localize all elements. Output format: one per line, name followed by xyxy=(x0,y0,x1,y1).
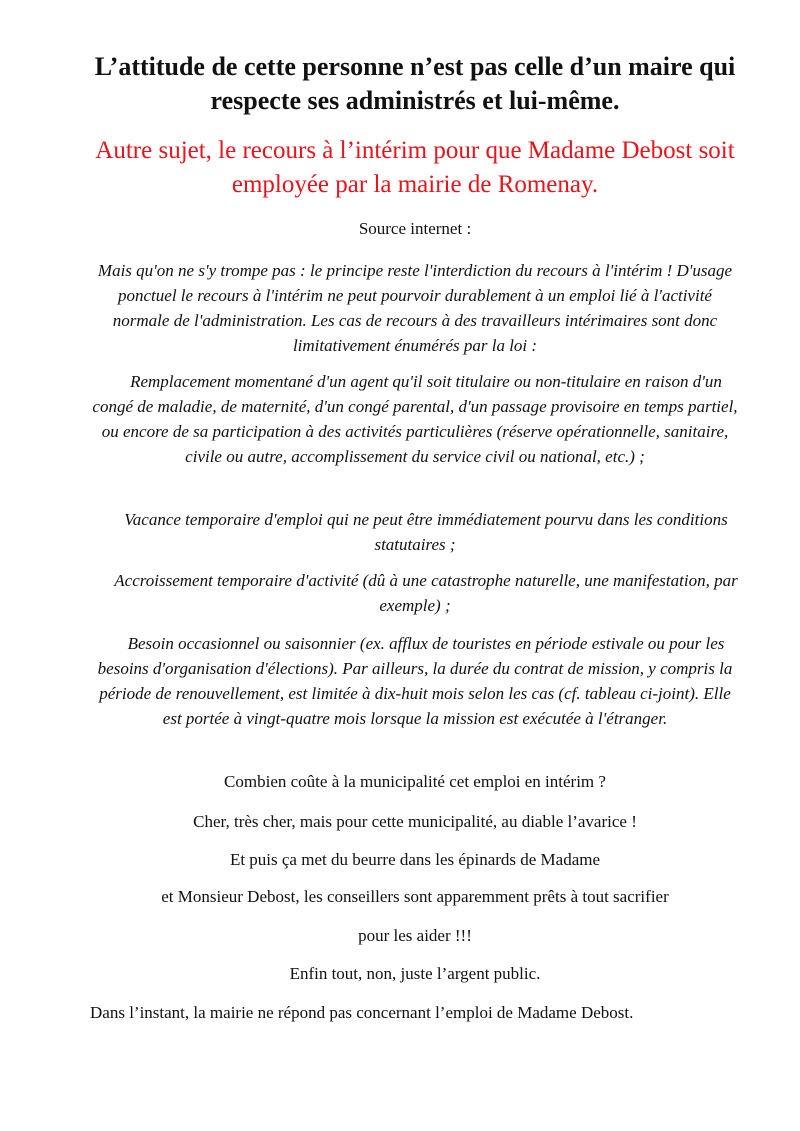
quote-case-vacancy: Vacance temporaire d'emploi qui ne peut être immédiatement pourvu dans les conditions statutaires ; xyxy=(124,510,728,554)
document-subtitle: Autre sujet, le recours à l’intérim pour que Madame Debost soit employée par la mairie de Romenay. xyxy=(95,137,735,198)
body-line: Combien coûte à la municipalité cet emploi en intérim ? xyxy=(224,772,606,791)
source-label: Source internet : xyxy=(358,219,472,238)
quote-case-replacement: Remplacement momentané d'un agent qu'il soit titulaire ou non-titulaire en raison d'un congé de maladie, de maternité, d'un congé parental, d'un passage provisoire en temps partiel, ou encore de sa participation à des activités particulières (réserve opérationnelle, sanitaire, civile ou autre, accomplissement du service civil ou national, etc.) ; xyxy=(92,372,738,466)
quote-intro-paragraph: Mais qu'on ne s'y trompe pas : le principe reste l'interdiction du recours à l'intérim ! D'usage ponctuel le recours à l'intérim ne peut pourvoir durablement à un emploi lié à l'activité normale de l'administration. Les cas de recours à des travailleurs intérimaires sont donc limitativement énumérés par la loi : xyxy=(97,261,733,355)
body-line: Cher, très cher, mais pour cette municipalité, au diable l’avarice ! xyxy=(193,812,637,831)
body-line: et Monsieur Debost, les conseillers sont apparemment prêts à tout sacrifier xyxy=(161,887,669,906)
quote-case-activity-increase: Accroissement temporaire d'activité (dû à une catastrophe naturelle, une manifestation, par exemple) ; xyxy=(114,571,738,615)
body-line: Enfin tout, non, juste l’argent public. xyxy=(289,964,541,983)
closing-statement: Dans l’instant, la mairie ne répond pas concernant l’emploi de Madame Debost. xyxy=(90,1003,634,1022)
body-line: pour les aider !!! xyxy=(358,926,472,945)
quote-case-seasonal-need: Besoin occasionnel ou saisonnier (ex. afflux de touristes en période estivale ou pour les besoins d'organisation d'élections). Par ailleurs, la durée du contrat de mission, y compris la période de renouvellement, est limitée à dix-huit mois selon les cas (cf. tableau ci-joint). Elle est portée à vingt-quatre mois lorsque la mission est exécutée à l'étranger. xyxy=(97,634,733,728)
body-line: Et puis ça met du beurre dans les épinards de Madame xyxy=(229,850,601,869)
document-title: L’attitude de cette personne n’est pas celle d’un maire qui respecte ses administrés et lui-même. xyxy=(94,52,736,115)
